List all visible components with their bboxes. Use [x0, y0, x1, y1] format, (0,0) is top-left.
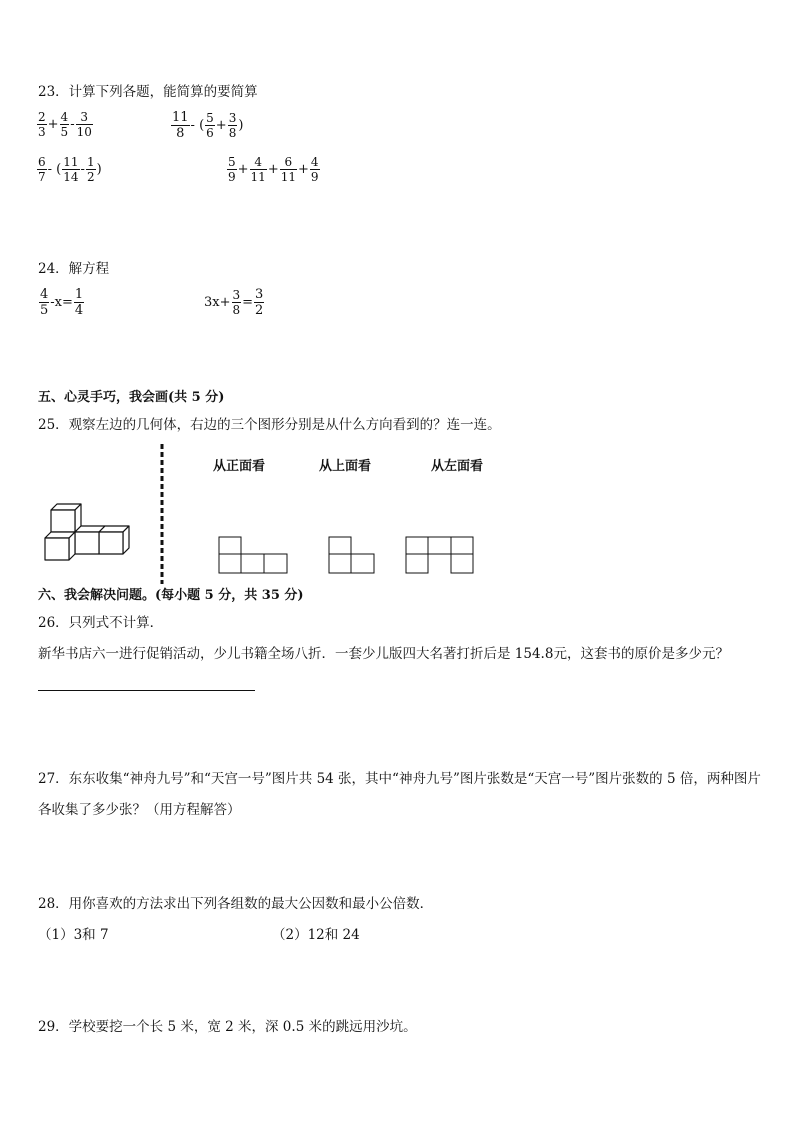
question-27-line-2: 各收集了多少张？（用方程解答）	[38, 802, 241, 818]
section-6-heading: 六、我会解决问题。(每小题 5 分，共 35 分)	[38, 588, 304, 603]
q23-expression-4: $\frac{5}{9}$ + $\frac{4}{11}$ + $\frac{6}{11}$ + $\frac{4}{9}$	[228, 155, 319, 184]
fraction: $\frac{3}{2}$	[255, 287, 264, 318]
dashed-divider	[159, 444, 165, 584]
fraction: $\frac{4}{5}$	[60, 110, 69, 139]
fraction: $\frac{11}{8}$	[172, 110, 189, 141]
fraction: $\frac{11}{14}$	[63, 155, 79, 184]
view-grid-3	[405, 536, 477, 576]
question-23-title: 23．计算下列各题，能简算的要简算	[38, 84, 258, 100]
q24-equation-2: 3x+ $\frac{3}{8}$ = $\frac{3}{2}$	[204, 287, 264, 318]
fraction: $\frac{5}{9}$	[228, 155, 236, 184]
q24-equation-1: $\frac{4}{5}$ -x= $\frac{1}{4}$	[40, 287, 84, 318]
3d-cube-solid	[40, 500, 142, 562]
fraction: $\frac{3}{8}$	[232, 288, 241, 317]
view-label-top: 从上面看	[319, 459, 372, 474]
q23-expression-2: $\frac{11}{8}$ - ( $\frac{5}{6}$ + $\frac{3}{8}$ )	[172, 110, 244, 141]
section-5-heading: 五、心灵手巧，我会画(共 5 分)	[38, 390, 225, 405]
fraction: $\frac{3}{8}$	[228, 111, 237, 140]
fraction: $\frac{4}{5}$	[40, 287, 49, 318]
q23-expression-1: $\frac{2}{3}$ + $\frac{4}{5}$ - $\frac{3}{10}$	[38, 110, 92, 139]
question-27-line-1: 27．东东收集“神舟九号”和“天宫一号”图片共 54 张，其中“神舟九号”图片张数是“天宫一号”图片张数的 5 倍，两种图片	[38, 771, 761, 787]
answer-line	[38, 690, 255, 691]
question-26-title: 26．只列式不计算．	[38, 615, 164, 631]
view-grid-1	[218, 536, 290, 576]
fraction: $\frac{4}{11}$	[250, 155, 266, 184]
q23-expression-3: $\frac{6}{7}$ - ( $\frac{11}{14}$ - $\frac{1}{2}$ )	[38, 155, 102, 184]
question-26-text: 新华书店六一进行促销活动，少儿书籍全场八折．一套少儿版四大名著打折后是 154.8元，这套书的原价是多少元？	[38, 646, 729, 662]
fraction: $\frac{1}{2}$	[86, 155, 95, 184]
view-label-front: 从正面看	[213, 459, 266, 474]
question-29-title: 29．学校要挖一个长 5 米，宽 2 米，深 0.5 米的跳远用沙坑。	[38, 1019, 417, 1035]
fraction: $\frac{6}{11}$	[280, 155, 297, 184]
fraction: $\frac{3}{10}$	[76, 110, 92, 139]
question-28-part-1: （1）3和 7	[38, 927, 109, 943]
fraction: $\frac{2}{3}$	[38, 110, 46, 139]
fraction: $\frac{6}{7}$	[38, 155, 46, 184]
view-label-left: 从左面看	[431, 459, 484, 474]
question-28-part-2: （2）12和 24	[272, 927, 360, 943]
fraction: $\frac{4}{9}$	[310, 155, 319, 184]
fraction: $\frac{1}{4}$	[74, 287, 84, 318]
question-24-title: 24．解方程	[38, 261, 110, 277]
question-25-title: 25．观察左边的几何体，右边的三个图形分别是从什么方向看到的？连一连。	[38, 417, 501, 433]
view-grid-2	[328, 536, 378, 576]
fraction: $\frac{5}{6}$	[206, 111, 214, 140]
question-28-title: 28．用你喜欢的方法求出下列各组数的最大公因数和最小公倍数．	[38, 896, 434, 912]
